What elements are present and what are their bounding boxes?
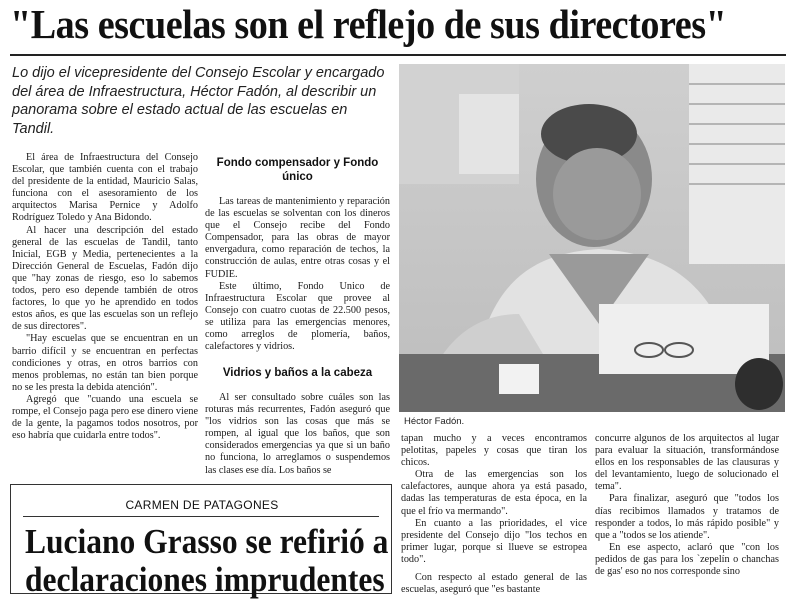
paragraph: Agregó que "cuando una escuela se rompe, el Consejo paga pero ese dinero viene de la gente, la pagamos todos nosotros, por eso habría que cuidarla entre todos". [12,393,198,442]
paragraph: En cuanto a las prioridades, el vice presidente del Consejo dijo "los techos en primer lugar, porque si llueve se estropea todo". [401,517,587,565]
related-story-headline[interactable] [25,522,389,599]
paragraph: Al ser consultado sobre cuáles son las roturas más recurrentes, Fadón aseguró que "los vidrios son las cosas que más se rompen, al igual que los baños, que son considerados emergencias ya que si un baño no funciona, lo arreglamos o suspendemos las clases ese día. Los baños se [205,392,390,476]
paragraph: "Hay escuelas que se encuentran en un barrio difícil y se encuentran en perfectas condiciones y otras, en otros barrios con menos problemas, no están tan bien porque no se les presta la debida atención". [12,333,198,393]
body-column-2b [205,392,390,477]
body-column-1 [12,152,198,442]
paragraph: Las tareas de mantenimiento y reparación de las escuelas se solventan con los dineros que el Consejo recibe del Fondo Compensador, para las obras de mayor envergadura, como reparación de techos, la construcción de aulas, entre otras cosas y el FUDIE. [205,196,390,280]
headline-rule [10,54,786,56]
paragraph: El área de Infraestructura del Consejo Escolar, que también cuenta con el trabajo del presidente de la entidad, Mauricio Salas, funciona con el asesoramiento de los arquitectos Marisa Pernice y Adolfo Rodríguez Toledo y Ana Bidondo. [12,152,198,224]
article-photo [399,64,785,412]
photo-illustration [399,64,785,412]
paragraph: Al hacer una descripción del estado general de las escuelas de Tandil, tanto Inicial, EGB y Media, pertenecientes a la Dirección General de Escuelas, Fadón dijo que "hay zonas de riesgo, eso lo sabemos todos, pero eso depende también de otros factores, lo que yo he aprendido en todos estos años, es que las escuelas son un reflejo de sus directores". [12,224,198,333]
paragraph: concurre algunos de los arquitectos al lugar para evaluar la situación, transformándose ellos en los responsables de las clausuras y del levantamiento, luego de solucionado el tema". [595,433,779,493]
related-story-rule [23,516,379,517]
related-headline-line: declaraciones imprudentes [25,560,385,599]
related-story-kicker: CARMEN DE PATAGONES [125,498,279,512]
photo-caption: Héctor Fadón. [404,416,465,427]
subhead-vidrios: Vidrios y baños a la cabeza [222,367,373,379]
article-headline: "Las escuelas son el reflejo de sus directores" [10,1,727,47]
related-headline-line: Luciano Grasso se refirió a [25,522,389,561]
body-column-4 [595,433,779,578]
paragraph: En ese aspecto, aclaró que "con los pedidos de gas para los `zepelín o chanchas de gas' eso no nos corresponde sino [595,541,779,578]
paragraph: Otra de las emergencias son los calefactores, aunque ahora ya está pasado, dadas las temperaturas de esta época, en la que el frío va mermando". [401,469,587,517]
paragraph: Con respecto al estado general de las escuelas, aseguró que "es bastante [401,572,587,596]
paragraph: Para finalizar, aseguró que "todos los días recibimos llamados y tratamos de responder a todos, lo más rápido posible" y que a "todos se los atiende". [595,493,779,541]
related-story-box[interactable] [10,484,392,599]
article-lede: Lo dijo el vicepresidente del Consejo Escolar y encargado del área de Infraestructura, Héctor Fadón, al describir un panorama sobre el estado actual de las escuelas en Tandil. [12,65,385,137]
paragraph: tapan mucho y a veces encontramos pelotitas, papeles y cosas que tiran los chicos. [401,433,587,469]
subhead-fondo: Fondo compensador y Fondo único [216,157,379,183]
body-column-2 [205,196,390,353]
body-column-3 [401,433,587,596]
paragraph: Este último, Fondo Unico de Infraestructura Escolar que provee al Consejo con cuatro cuotas de 22.500 pesos, se utiliza para las emergencias menores, como arreglos de plomería, baños, calefactores y vidrios. [205,280,390,353]
